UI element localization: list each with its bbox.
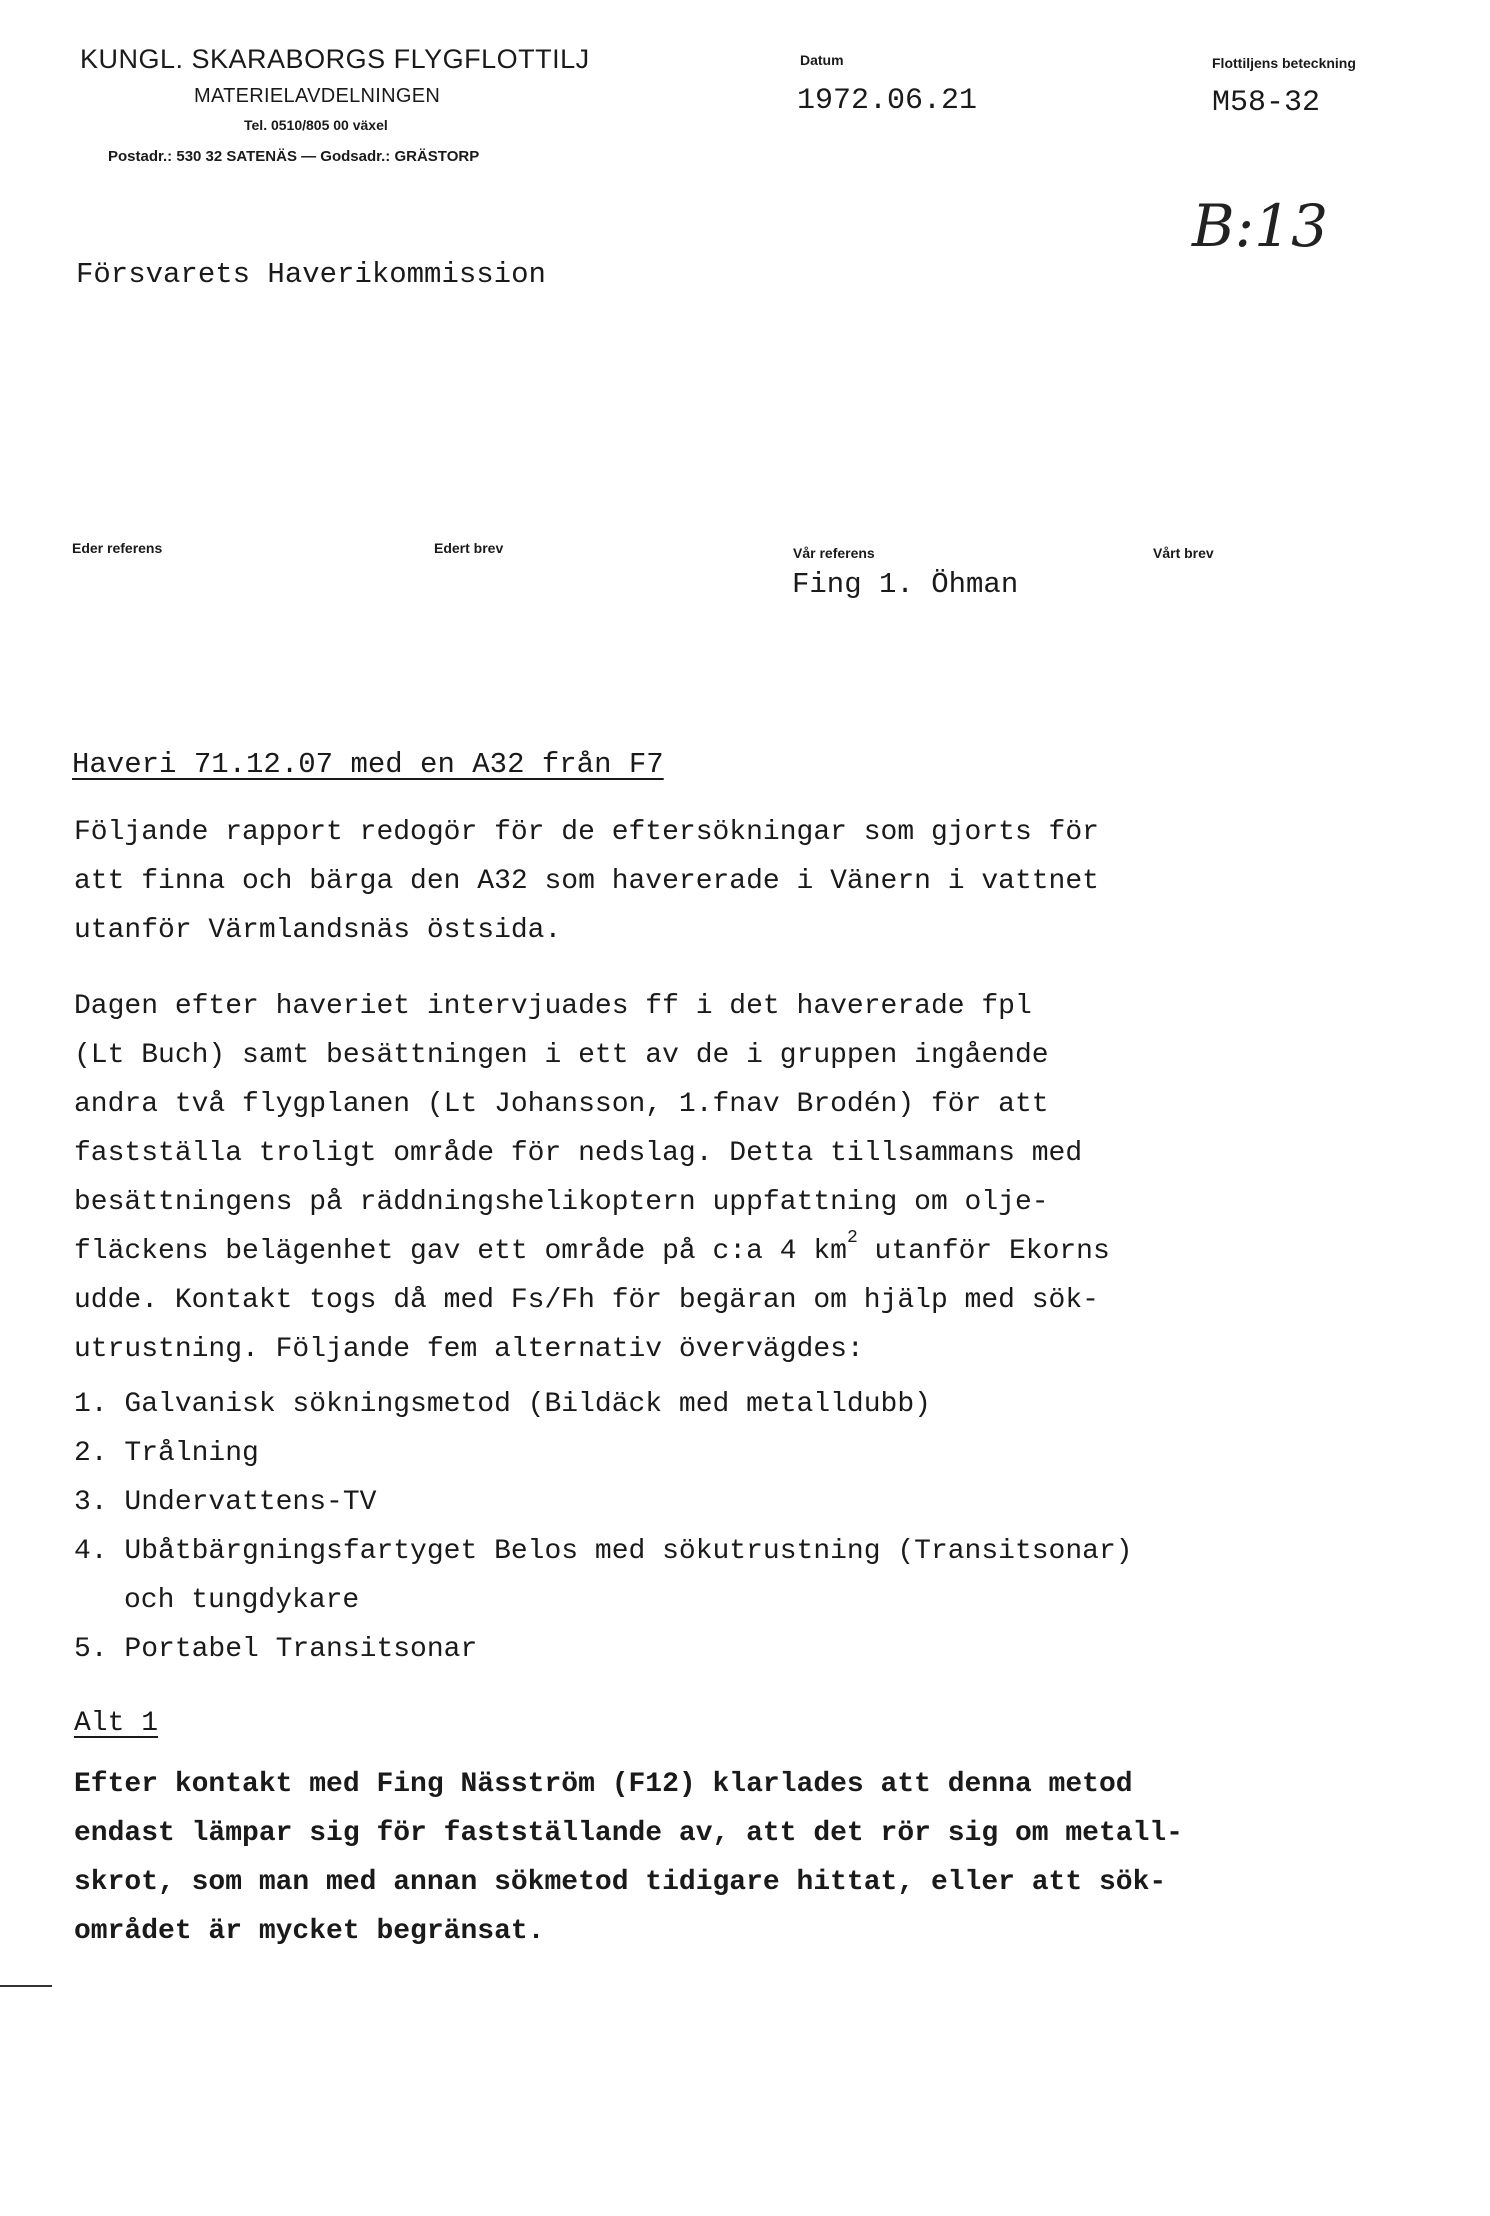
flottiljens-beteckning-label: Flottiljens beteckning	[1212, 55, 1356, 71]
text-line: Dagen efter haveriet intervjuades ff i det havererade fpl	[74, 991, 1032, 1022]
text-line: skrot, som man med annan sökmetod tidigare hittat, eller att sök-	[74, 1867, 1167, 1898]
handwritten-reference-mark: B:13	[1192, 192, 1328, 260]
list-item: 1. Galvanisk sökningsmetod (Bildäck med metalldubb)	[74, 1389, 931, 1420]
var-referens-label: Vår referens	[793, 545, 875, 561]
area-text-start: fläckens belägenhet gav ett område på c:a 4 km	[74, 1236, 847, 1267]
eder-referens-label: Eder referens	[72, 540, 163, 556]
paragraph-alt1	[74, 1760, 1454, 1956]
list-item-continuation: och tungdykare	[124, 1585, 360, 1616]
vart-brev-label: Vårt brev	[1153, 545, 1214, 561]
list-item: 5. Portabel Transitsonar	[74, 1634, 478, 1665]
department-name: MATERIELAVDELNINGEN	[194, 85, 441, 107]
text-line: endast lämpar sig för fastställande av, att det rör sig om metall-	[74, 1818, 1183, 1849]
datum-value: 1972.06.21	[797, 84, 978, 118]
flottiljens-beteckning-value: M58-32	[1212, 86, 1321, 120]
alternatives-list	[74, 1380, 1454, 1674]
telephone-line: Tel. 0510/805 00 växel	[244, 117, 388, 133]
text-line: (Lt Buch) samt besättningen i ett av de i gruppen ingående	[74, 1040, 1049, 1071]
text-line: att finna och bärga den A32 som havererade i Vänern i vattnet	[74, 866, 1099, 897]
postal-address: Postadr.: 530 32 SATENÄS — Godsadr.: GRÄSTORP	[108, 148, 480, 165]
margin-rule	[0, 1985, 52, 1987]
recipient: Försvarets Haverikommission	[76, 258, 546, 291]
list-item: 2. Trålning	[74, 1438, 259, 1469]
text-line: fastställa troligt område för nedslag. Detta tillsammans med	[74, 1138, 1083, 1169]
text-line: andra två flygplanen (Lt Johansson, 1.fnav Brodén) för att	[74, 1089, 1049, 1120]
list-item: 4. Ubåtbärgningsfartyget Belos med sökutrustning (Transitsonar)	[74, 1536, 1133, 1567]
list-item: 3. Undervattens-TV	[74, 1487, 377, 1518]
paragraph-intro	[74, 808, 1454, 955]
area-text-end: utanför Ekorns	[857, 1236, 1110, 1267]
text-line: besättningens på räddningshelikoptern uppfattning om olje-	[74, 1187, 1049, 1218]
organization-name: KUNGL. SKARABORGS FLYGFLOTTILJ	[80, 44, 590, 74]
text-line: Följande rapport redogör för de eftersökningar som gjorts för	[74, 817, 1099, 848]
datum-label: Datum	[800, 52, 844, 68]
text-line: udde. Kontakt togs då med Fs/Fh för begäran om hjälp med sök-	[74, 1285, 1099, 1316]
text-line: utrustning. Följande fem alternativ övervägdes:	[74, 1334, 864, 1365]
var-referens-value: Fing 1. Öhman	[792, 568, 1019, 601]
text-line: utanför Värmlandsnäs östsida.	[74, 915, 562, 946]
paragraph-interviews	[74, 982, 1454, 1374]
edert-brev-label: Edert brev	[434, 540, 504, 556]
alt1-heading: Alt 1	[74, 1708, 159, 1739]
subject-heading: Haveri 71.12.07 med en A32 från F7	[72, 748, 664, 781]
text-line-area	[74, 1227, 1454, 1276]
text-line: området är mycket begränsat.	[74, 1916, 545, 1947]
text-line: Efter kontakt med Fing Näsström (F12) klarlades att denna metod	[74, 1769, 1133, 1800]
area-superscript: 2	[846, 1228, 858, 1248]
